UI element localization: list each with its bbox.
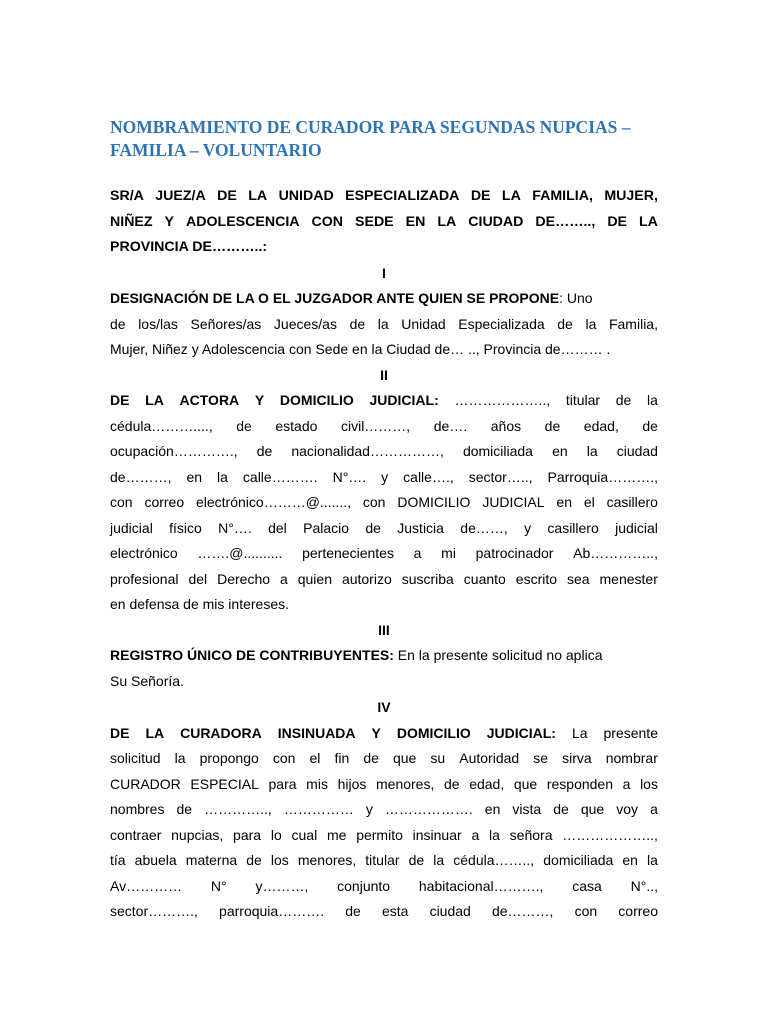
word: INSINUADA	[277, 724, 356, 741]
addressee-line-1	[110, 184, 658, 210]
word: Justicia	[397, 519, 444, 536]
word: JUEZ/A	[155, 188, 206, 204]
word: DE	[110, 392, 130, 408]
word: de	[256, 443, 273, 459]
word: N°….	[332, 468, 367, 485]
word: edad,	[583, 417, 619, 434]
word: calle……….	[242, 468, 318, 485]
word: N°..,	[630, 877, 658, 894]
word: y………,	[255, 877, 309, 894]
word: judicial	[615, 519, 658, 536]
word: Y	[164, 213, 175, 230]
word: de	[363, 750, 379, 766]
section-2-line-4	[110, 465, 658, 491]
word: de	[642, 417, 658, 434]
word: Señores/as	[190, 315, 262, 332]
word: mi	[441, 545, 456, 561]
word: la	[174, 750, 186, 766]
word: habitacional……….,	[418, 877, 544, 894]
word: judicial	[110, 519, 153, 536]
word: su	[430, 750, 446, 766]
section-4-line-2	[110, 746, 658, 772]
section-4-line-6	[110, 848, 658, 874]
word: mis	[306, 775, 328, 792]
word: conjunto	[337, 877, 391, 894]
word: domiciliada	[543, 852, 614, 868]
word: de	[557, 315, 573, 332]
section-3-line-2-text: Su Señoría.	[110, 672, 184, 689]
word: MUJER,	[604, 188, 658, 204]
word: ……………	[283, 801, 354, 817]
word: calle….,	[403, 468, 454, 485]
document-page	[110, 116, 658, 925]
word: en	[622, 852, 638, 868]
word: LA	[145, 392, 164, 408]
word: de	[553, 801, 569, 817]
section-4-line-5	[110, 823, 658, 849]
section-3-heading: REGISTRO ÚNICO DE CONTRIBUYENTES:	[110, 647, 394, 663]
word: DOMICILIO	[396, 724, 471, 741]
word: casillero	[547, 519, 599, 536]
word: y	[524, 519, 532, 536]
word: a	[471, 826, 480, 843]
section-2-line-5	[110, 490, 658, 516]
word: la	[647, 852, 658, 868]
word: Autoridad	[459, 750, 520, 766]
section-4-line-1	[110, 721, 658, 747]
word: CURADORA	[180, 724, 262, 741]
word: que	[392, 750, 417, 766]
word: y	[381, 468, 389, 485]
section-2-line-2	[110, 414, 658, 440]
word: en	[556, 494, 572, 510]
word: fin	[334, 750, 350, 766]
section-2-line-6	[110, 516, 658, 542]
word: estado	[275, 417, 318, 434]
word: nombrar	[605, 750, 658, 766]
word: ESPECIALIZADA	[345, 188, 460, 204]
word: cédula……..,	[453, 852, 535, 868]
word: sea	[566, 570, 590, 587]
section-1-line-1-tail: : Uno	[559, 290, 593, 306]
word: CIUDAD	[468, 213, 524, 230]
word: N°….	[218, 519, 252, 536]
word: ………………..,	[454, 392, 551, 408]
word: electrónico………@.......,	[195, 494, 352, 510]
title-line-2: FAMILIA – VOLUNTARIO	[110, 140, 322, 160]
word: EN	[405, 213, 426, 230]
section-number-1: I	[382, 264, 386, 281]
word: el	[309, 750, 321, 766]
word: a	[279, 570, 288, 587]
addressee-block	[110, 184, 658, 261]
word: que	[513, 775, 538, 792]
word: nupcias,	[171, 826, 224, 843]
word: escrito	[515, 570, 558, 587]
word: ACTORA	[179, 392, 240, 408]
word: LA	[501, 188, 521, 204]
word: de	[345, 903, 361, 919]
word: Familia,	[608, 315, 658, 332]
section-2-line-3	[110, 439, 658, 465]
word: los	[270, 852, 289, 868]
word: ………………..,	[562, 826, 658, 843]
word: UNIDAD	[278, 188, 334, 204]
word: de	[443, 775, 460, 792]
word: LA	[145, 724, 165, 741]
word: presente	[603, 724, 658, 741]
word: N°	[210, 877, 227, 894]
word: electrónico	[110, 545, 178, 561]
word: voy	[616, 801, 639, 817]
word: la	[433, 852, 445, 868]
word: Parroquia……….,	[547, 468, 658, 485]
word: a	[622, 775, 631, 792]
word: ciudad	[616, 443, 658, 459]
document-title	[110, 116, 658, 162]
word: abuela	[134, 852, 177, 868]
word: profesional	[110, 570, 179, 587]
word: de	[236, 417, 252, 434]
word: me	[326, 826, 347, 843]
word: NIÑEZ	[110, 213, 153, 230]
word: …………..,	[204, 801, 272, 817]
word: hijos	[337, 775, 367, 792]
word: la	[647, 392, 658, 408]
word: a	[413, 545, 422, 561]
word: casillero	[606, 494, 658, 510]
word: nombres	[110, 801, 165, 817]
word: correo	[618, 903, 658, 919]
word: Y	[371, 724, 381, 741]
word: permito	[356, 826, 403, 843]
word: en	[186, 468, 203, 485]
section-3-line-1	[110, 643, 658, 669]
word: Jueces/as	[273, 315, 337, 332]
word: señora	[509, 826, 553, 843]
word: solicitud	[110, 750, 161, 766]
word: menores,	[297, 852, 357, 868]
word: ocupación………….,	[110, 443, 238, 459]
word: para	[268, 775, 297, 792]
word: titular	[365, 852, 400, 868]
word: SEDE	[355, 213, 394, 230]
word: LA	[639, 213, 658, 230]
word: ciudad	[429, 903, 471, 919]
word: años	[490, 417, 522, 434]
word: a	[650, 801, 658, 817]
word: insinuar	[412, 826, 462, 843]
word: titular	[565, 392, 601, 408]
word: para	[233, 826, 262, 843]
word: Unidad	[401, 315, 446, 332]
word: DE	[110, 724, 130, 741]
section-4-line-8	[110, 899, 658, 925]
word: …….@..........	[197, 545, 283, 561]
word: físico	[169, 519, 202, 536]
word: civil………,	[340, 417, 411, 434]
word: de….	[433, 417, 468, 434]
word: LA	[248, 188, 268, 204]
word: domiciliada	[462, 443, 533, 459]
word: la	[586, 443, 598, 459]
word: y	[365, 801, 373, 817]
word: de	[365, 519, 381, 536]
addressee-line-3	[110, 235, 658, 261]
word: LA	[437, 213, 457, 230]
section-1-line-1	[110, 286, 658, 312]
section-2-line-9-text: en defensa de mis intereses.	[110, 596, 289, 612]
word: de……,	[460, 519, 508, 536]
word: DOMICILIO	[279, 392, 354, 408]
word: patrocinador	[475, 545, 554, 561]
word: en	[552, 443, 568, 459]
section-1-line-2	[110, 312, 658, 338]
addressee-line-2	[110, 210, 658, 236]
word: el	[583, 494, 595, 510]
word: nacionalidad……………,	[291, 443, 444, 459]
word: sector……….,	[110, 903, 198, 919]
word: edad,	[469, 775, 505, 792]
section-number-2: II	[380, 366, 388, 383]
word: DE……..,	[535, 213, 596, 230]
word: sirva	[562, 750, 592, 766]
word: Av…………	[110, 877, 183, 894]
section-1-heading: DESIGNACIÓN DE LA O EL JUZGADOR ANTE QUIEN SE PROPONE	[110, 290, 560, 306]
word: del	[268, 519, 287, 536]
word: de	[176, 801, 193, 817]
section-2-line-9	[110, 592, 658, 618]
word: correo	[144, 494, 185, 510]
word: propongo	[199, 750, 259, 766]
word: DE	[470, 188, 491, 204]
word: Especializada	[458, 315, 545, 332]
section-1-line-3-text: Mujer, Niñez y Adolescencia con Sede en la Ciudad de… .., Provincia de……… .	[110, 341, 611, 357]
word: suscriba	[401, 570, 454, 587]
word: en	[484, 801, 501, 817]
word: Y	[254, 392, 265, 408]
word: la	[217, 468, 228, 485]
word: la	[585, 315, 597, 332]
word: menester	[599, 570, 658, 587]
word: de	[349, 315, 366, 332]
word: casa	[572, 877, 602, 894]
word: lo	[270, 826, 282, 843]
word: de	[615, 392, 632, 408]
word: la	[377, 315, 389, 332]
section-number-4: IV	[377, 699, 391, 715]
word: FAMILIA,	[532, 188, 593, 204]
word: pertenecientes	[302, 545, 394, 561]
word: quien	[297, 570, 332, 587]
word: DE	[607, 213, 628, 230]
word: sector…..,	[468, 468, 533, 485]
word: de	[408, 852, 425, 868]
word: materna	[185, 852, 238, 868]
section-3-line-2	[110, 669, 658, 695]
word: menores,	[376, 775, 435, 792]
word: de	[544, 417, 561, 434]
word: DE	[217, 188, 237, 204]
word: esta	[381, 903, 409, 919]
section-3-line-1-tail: En la presente solicitud no aplica	[393, 647, 603, 663]
section-4-line-7	[110, 874, 658, 900]
word: de………,	[110, 468, 172, 485]
word: parroquia……….	[219, 903, 325, 919]
word: los	[640, 775, 658, 792]
word: de………,	[491, 903, 554, 919]
word: Ab…………..,	[573, 545, 658, 561]
word: La	[571, 724, 588, 741]
addressee-line-3-text: PROVINCIA DE………..:	[110, 239, 268, 255]
word: JUDICIAL:	[486, 724, 556, 741]
section-4-line-3	[110, 772, 658, 798]
word: ……………….	[384, 801, 473, 817]
section-2-line-1	[110, 388, 658, 414]
word: contraer	[110, 826, 162, 843]
word: con	[574, 903, 598, 919]
word: que	[580, 801, 605, 817]
word: se	[533, 750, 549, 766]
word: cuanto	[463, 570, 506, 587]
word: cual	[291, 826, 318, 843]
section-2-line-8	[110, 567, 658, 593]
word: Palacio	[303, 519, 350, 536]
section-4-line-4	[110, 797, 658, 823]
word: tía	[110, 852, 126, 868]
word: con	[272, 750, 296, 766]
word: de	[246, 852, 262, 868]
word: responden	[546, 775, 614, 792]
word: SR/A	[110, 188, 144, 204]
word: vista	[512, 801, 542, 817]
word: del	[188, 570, 208, 587]
word: ESPECIAL	[190, 775, 259, 792]
word: JUDICIAL:	[369, 392, 439, 408]
word: los/las	[138, 315, 178, 332]
word: cédula………....,	[110, 417, 213, 434]
word: Derecho	[217, 570, 271, 587]
title-line-1: NOMBRAMIENTO DE CURADOR PARA SEGUNDAS NUPCIAS –	[110, 117, 631, 137]
word: DOMICILIO	[397, 494, 471, 510]
word: CURADOR	[110, 775, 181, 792]
word: ADOLESCENCIA	[186, 213, 300, 230]
section-number-3: III	[378, 621, 390, 638]
word: de	[110, 315, 126, 332]
section-2-line-7	[110, 541, 658, 567]
word: la	[489, 826, 500, 843]
word: con	[110, 494, 133, 510]
word: JUDICIAL	[482, 494, 545, 510]
word: CON	[311, 213, 344, 230]
word: autorizo	[341, 570, 392, 587]
section-1-line-3	[110, 337, 658, 363]
document-body	[110, 261, 658, 925]
word: con	[362, 494, 386, 510]
